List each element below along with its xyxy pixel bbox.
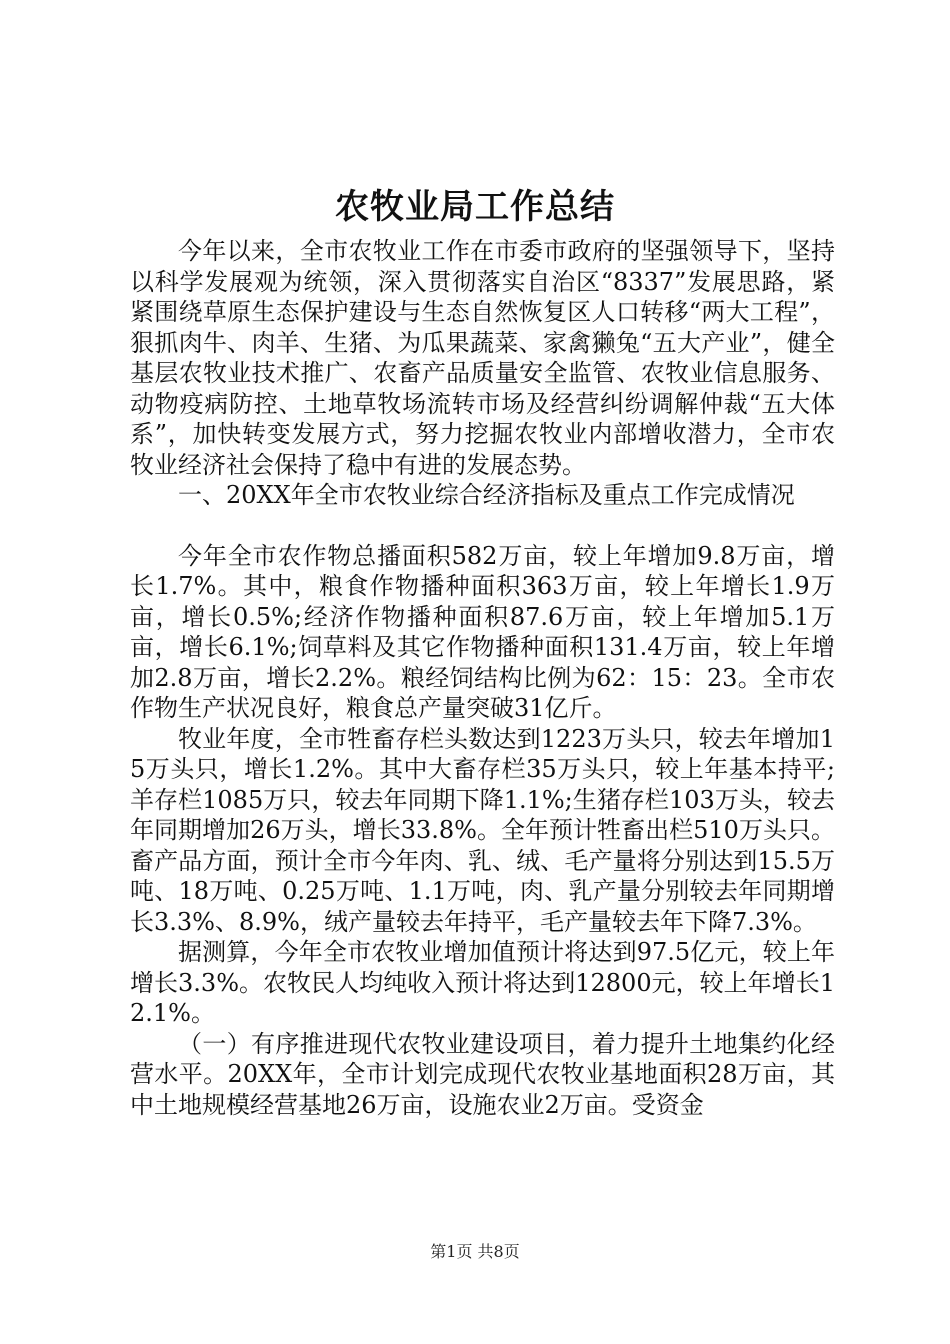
section-heading: 一、20XX年全市农牧业综合经济指标及重点工作完成情况 — [178, 481, 795, 509]
document-body — [130, 236, 835, 1120]
paragraph-intro: 今年以来，全市农牧业工作在市委市政府的坚强领导下，坚持以科学发展观为统领，深入贯彻落实自治区“8337”发展思路，紧紧围绕草原生态保护建设与生态自然恢复区人口转移“两大工程”，狠抓肉牛、肉羊、生猪、为瓜果蔬菜、家禽獭兔“五大产业”，健全基层农牧业技术推广、农畜产品质量安全监管、农牧业信息服务、动物疫病防控、土地草牧场流转市场及经营纠纷调解仲裁“五大体系”，加快转变发展方式，努力挖掘农牧业内部增收潜力，全市农牧业经济社会保持了稳中有进的发展态势。 — [130, 237, 835, 479]
paragraph-livestock: 牧业年度，全市牲畜存栏头数达到1223万头只，较去年增加15万头只，增长1.2%。其中大畜存栏35万头只，较上年基本持平;羊存栏1085万只，较去年同期下降1.1%;生猪存栏103万头，较去年同期增加26万头，增长33.8%。全年预计牲畜出栏510万头只。畜产品方面，预计全市今年肉、乳、绒、毛产量将分别达到15.5万吨、18万吨、0.25万吨、1.1万吨，肉、乳产量分别较去年同期增长3.3%、8.9%，绒产量较去年持平，毛产量较去年下降7.3%。 — [130, 724, 835, 936]
document-title: 农牧业局工作总结 — [335, 187, 615, 227]
paragraph-value-added: 据测算，今年全市农牧业增加值预计将达到97.5亿元，较上年增长3.3%。农牧民人均纯收入预计将达到12800元，较上年增长12.1%。 — [130, 938, 835, 1027]
paragraph-crops: 今年全市农作物总播面积582万亩，较上年增加9.8万亩，增长1.7%。其中，粮食作物播种面积363万亩，较上年增长1.9万亩，增长0.5%;经济作物播种面积87.6万亩，较上年增加5.1万亩，增长6.1%;饲草料及其它作物播种面积131.4万亩，较上年增加2.8万亩，增长2.2%。粮经饲结构比例为62：15：23。全市农作物生产状况良好，粮食总产量突破31亿斤。 — [130, 541, 835, 722]
page-number-footer: 第1页 共8页 — [430, 1242, 520, 1261]
paragraph-modern-agriculture: （一）有序推进现代农牧业建设项目，着力提升土地集约化经营水平。20XX年，全市计划完成现代农牧业基地面积28万亩，其中土地规模经营基地26万亩，设施农业2万亩。受资金 — [130, 1029, 835, 1119]
